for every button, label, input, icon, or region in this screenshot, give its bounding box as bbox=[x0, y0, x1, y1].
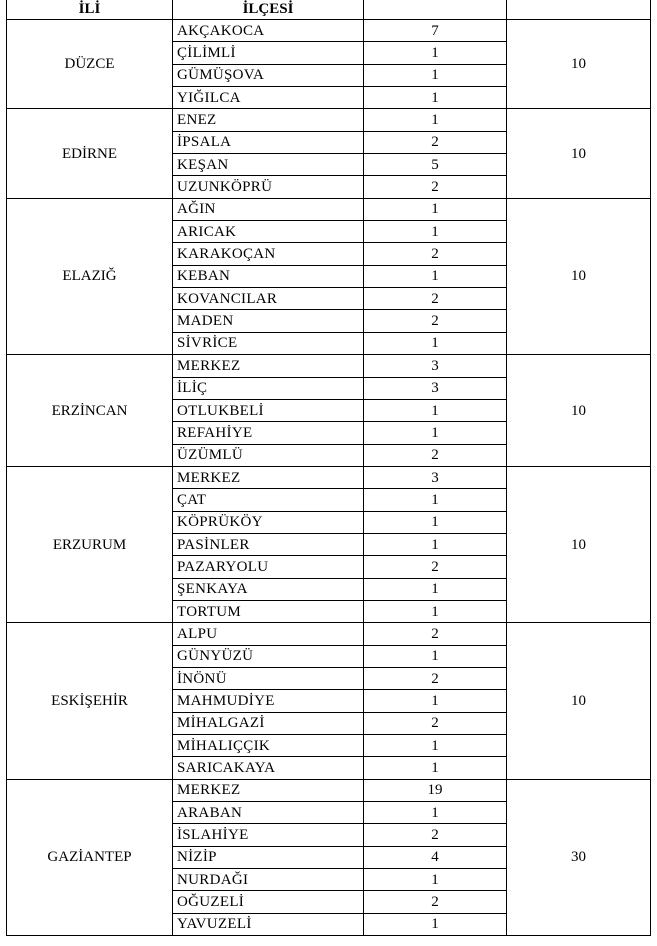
district-cell: KEBAN bbox=[173, 265, 364, 287]
table-body bbox=[7, 20, 651, 936]
count-cell: 7 bbox=[364, 20, 507, 42]
count-cell: 1 bbox=[364, 600, 507, 622]
total-cell: 10 bbox=[507, 20, 651, 109]
district-cell: MAHMUDİYE bbox=[173, 690, 364, 712]
count-cell: 1 bbox=[364, 802, 507, 824]
district-cell: ARABAN bbox=[173, 802, 364, 824]
district-cell: OTLUKBELİ bbox=[173, 399, 364, 421]
total-cell: 10 bbox=[507, 355, 651, 467]
count-cell: 2 bbox=[364, 556, 507, 578]
province-cell: ELAZIĞ bbox=[7, 198, 173, 354]
count-cell: 1 bbox=[364, 869, 507, 891]
count-cell: 1 bbox=[364, 42, 507, 64]
count-cell: 2 bbox=[364, 310, 507, 332]
total-cell: 10 bbox=[507, 109, 651, 198]
district-cell: AĞIN bbox=[173, 198, 364, 220]
district-cell: PASİNLER bbox=[173, 533, 364, 555]
table-header-row bbox=[7, 0, 651, 20]
district-cell: ÇAT bbox=[173, 489, 364, 511]
district-cell: TORTUM bbox=[173, 600, 364, 622]
total-cell: 10 bbox=[507, 623, 651, 779]
header-ilce: İLÇESİ bbox=[173, 0, 364, 20]
count-cell: 1 bbox=[364, 265, 507, 287]
count-cell: 5 bbox=[364, 154, 507, 176]
count-cell: 1 bbox=[364, 645, 507, 667]
count-cell: 2 bbox=[364, 712, 507, 734]
district-cell: PAZARYOLU bbox=[173, 556, 364, 578]
district-cell: YIĞILCA bbox=[173, 87, 364, 109]
count-cell: 1 bbox=[364, 87, 507, 109]
count-cell: 2 bbox=[364, 288, 507, 310]
count-cell: 1 bbox=[364, 913, 507, 935]
total-cell: 10 bbox=[507, 466, 651, 622]
count-cell: 1 bbox=[364, 578, 507, 600]
table-row bbox=[7, 198, 651, 220]
district-cell: ALPU bbox=[173, 623, 364, 645]
count-cell: 1 bbox=[364, 64, 507, 86]
district-cell: İNÖNÜ bbox=[173, 667, 364, 689]
district-cell: KOVANCILAR bbox=[173, 288, 364, 310]
province-cell: GAZİANTEP bbox=[7, 779, 173, 935]
table-row bbox=[7, 623, 651, 645]
district-cell: NURDAĞI bbox=[173, 869, 364, 891]
district-cell: UZUNKÖPRÜ bbox=[173, 176, 364, 198]
count-cell: 2 bbox=[364, 243, 507, 265]
district-cell: ENEZ bbox=[173, 109, 364, 131]
count-cell: 2 bbox=[364, 176, 507, 198]
province-cell: DÜZCE bbox=[7, 20, 173, 109]
province-cell: ERZİNCAN bbox=[7, 355, 173, 467]
count-cell: 2 bbox=[364, 131, 507, 153]
count-cell: 3 bbox=[364, 355, 507, 377]
district-cell: YAVUZELİ bbox=[173, 913, 364, 935]
count-cell: 2 bbox=[364, 444, 507, 466]
district-cell: MİHALIÇÇIK bbox=[173, 735, 364, 757]
count-cell: 1 bbox=[364, 399, 507, 421]
header-il: İLİ bbox=[7, 0, 173, 20]
table-row bbox=[7, 109, 651, 131]
district-cell: SİVRİCE bbox=[173, 332, 364, 354]
province-cell: EDİRNE bbox=[7, 109, 173, 198]
count-cell: 1 bbox=[364, 533, 507, 555]
count-cell: 2 bbox=[364, 824, 507, 846]
district-cell: MADEN bbox=[173, 310, 364, 332]
count-cell: 1 bbox=[364, 221, 507, 243]
district-cell: ÇİLİMLİ bbox=[173, 42, 364, 64]
province-cell: ESKİŞEHİR bbox=[7, 623, 173, 779]
district-table bbox=[6, 0, 651, 936]
count-cell: 1 bbox=[364, 422, 507, 444]
count-cell: 1 bbox=[364, 757, 507, 779]
table-row bbox=[7, 20, 651, 42]
count-cell: 1 bbox=[364, 198, 507, 220]
province-cell: ERZURUM bbox=[7, 466, 173, 622]
total-cell: 30 bbox=[507, 779, 651, 935]
district-cell: KARAKOÇAN bbox=[173, 243, 364, 265]
district-cell: MERKEZ bbox=[173, 355, 364, 377]
district-cell: KEŞAN bbox=[173, 154, 364, 176]
district-cell: İSLAHİYE bbox=[173, 824, 364, 846]
table-row bbox=[7, 466, 651, 488]
district-cell: OĞUZELİ bbox=[173, 891, 364, 913]
total-cell: 10 bbox=[507, 198, 651, 354]
count-cell: 1 bbox=[364, 332, 507, 354]
district-cell: İLİÇ bbox=[173, 377, 364, 399]
count-cell: 19 bbox=[364, 779, 507, 801]
district-cell: ARICAK bbox=[173, 221, 364, 243]
count-cell: 3 bbox=[364, 466, 507, 488]
count-cell: 2 bbox=[364, 623, 507, 645]
count-cell: 4 bbox=[364, 846, 507, 868]
count-cell: 1 bbox=[364, 489, 507, 511]
district-cell: GÜMÜŞOVA bbox=[173, 64, 364, 86]
district-cell: MİHALGAZİ bbox=[173, 712, 364, 734]
district-cell: MERKEZ bbox=[173, 466, 364, 488]
district-cell: MERKEZ bbox=[173, 779, 364, 801]
count-cell: 3 bbox=[364, 377, 507, 399]
district-cell: NİZİP bbox=[173, 846, 364, 868]
header-col4 bbox=[507, 0, 651, 20]
table-row bbox=[7, 355, 651, 377]
district-cell: GÜNYÜZÜ bbox=[173, 645, 364, 667]
count-cell: 1 bbox=[364, 690, 507, 712]
header-col3 bbox=[364, 0, 507, 20]
district-cell: KÖPRÜKÖY bbox=[173, 511, 364, 533]
district-cell: ŞENKAYA bbox=[173, 578, 364, 600]
count-cell: 2 bbox=[364, 667, 507, 689]
district-cell: SARICAKAYA bbox=[173, 757, 364, 779]
count-cell: 1 bbox=[364, 735, 507, 757]
district-cell: ÜZÜMLÜ bbox=[173, 444, 364, 466]
count-cell: 1 bbox=[364, 511, 507, 533]
count-cell: 1 bbox=[364, 109, 507, 131]
district-cell: İPSALA bbox=[173, 131, 364, 153]
count-cell: 2 bbox=[364, 891, 507, 913]
table-row bbox=[7, 779, 651, 801]
district-cell: REFAHİYE bbox=[173, 422, 364, 444]
district-cell: AKÇAKOCA bbox=[173, 20, 364, 42]
